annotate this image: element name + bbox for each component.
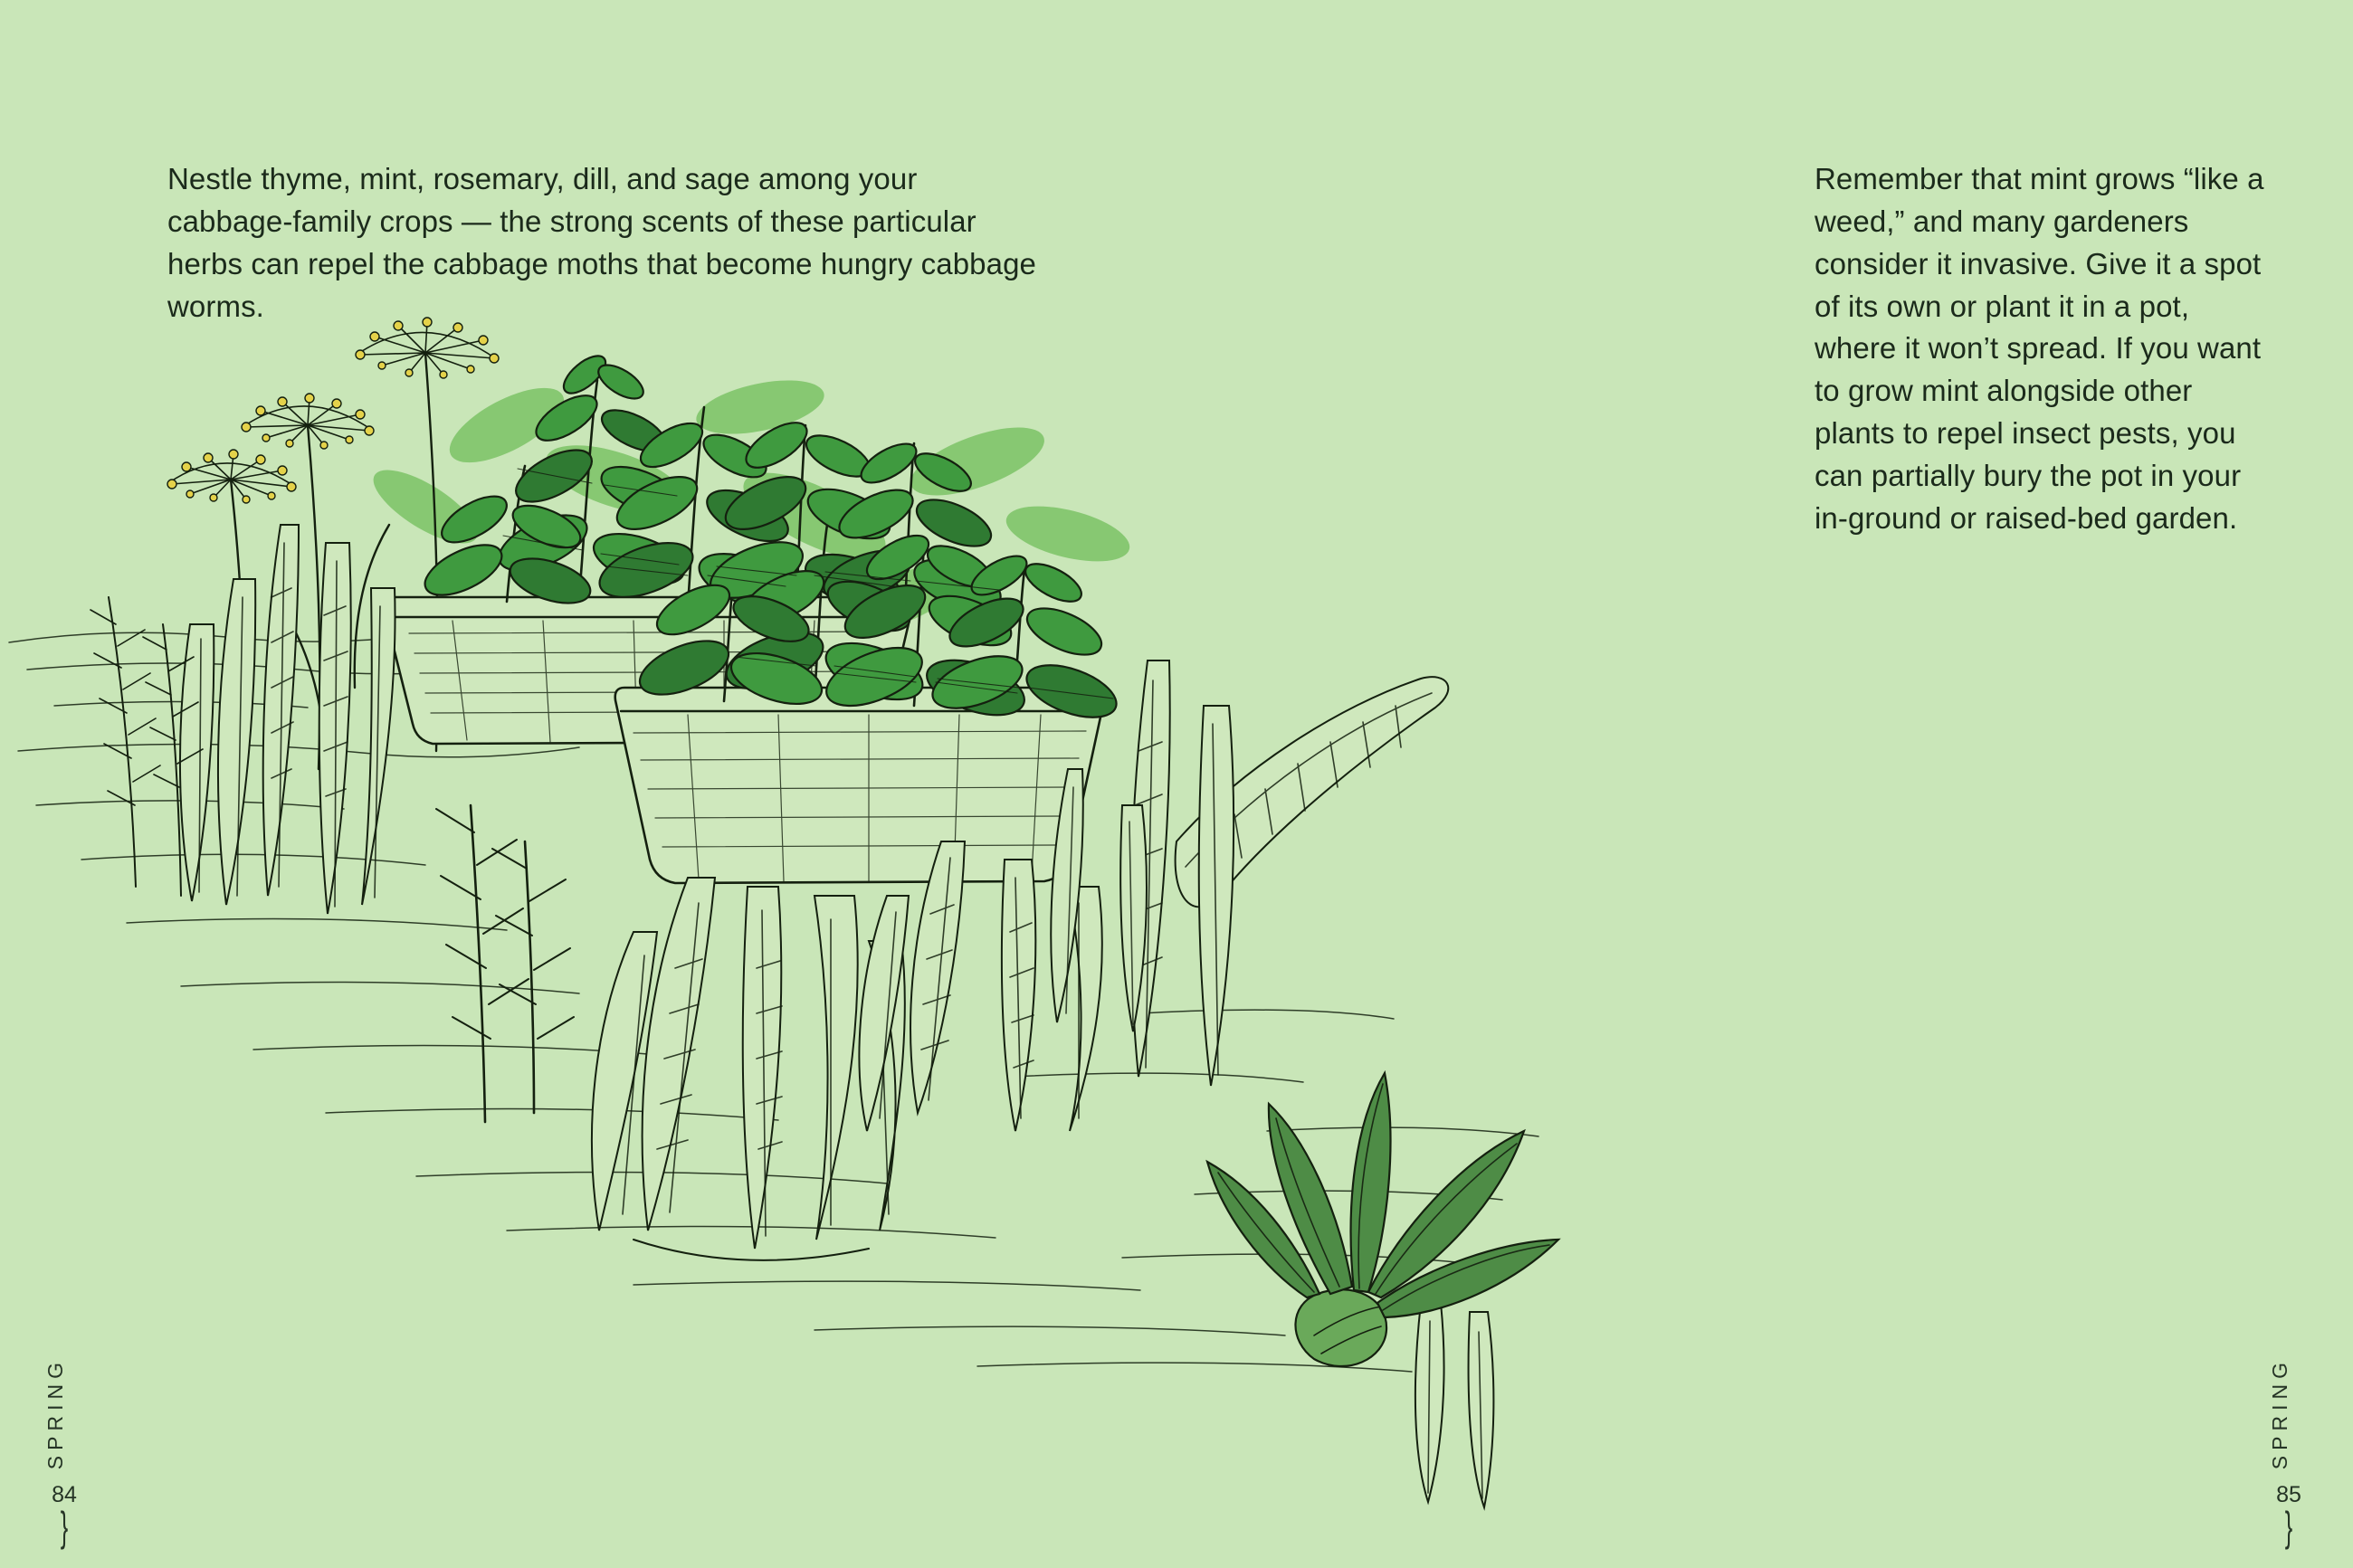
seedling-small (1415, 1303, 1494, 1507)
footer-section-label: SPRING (43, 1356, 67, 1469)
page-number: 84 (52, 1481, 77, 1507)
lettuce-rosette-center (592, 878, 905, 1260)
right-page-footer (2268, 1356, 2310, 1550)
left-paragraph: Nestle thyme, mint, rosemary, dill, and sage among your cabbage-family crops — the strong scents of these particular herbs can repel the cabbage moths that become hungry cabbage worms. (167, 162, 1036, 323)
page-number: 85 (2276, 1481, 2301, 1507)
dill-umbel (242, 394, 374, 449)
garden-illustration-svg (0, 299, 1991, 1565)
left-page-footer (43, 1356, 85, 1550)
kohlrabi-plant (1207, 1073, 1558, 1366)
herb-pot-front (615, 688, 1105, 883)
garden-illustration (0, 299, 1991, 1565)
right-paragraph: Remember that mint grows “like a weed,” and many gardeners consider it invasive. Give it a spot of its own or plant it in a pot, where it won’t spread. If you want to grow mint alongside other plants to repel insect pests, you can partially bury the pot in your in-ground or raised-bed garden. (1815, 162, 2264, 535)
brace-ornament: } (60, 1502, 69, 1550)
footer-section-label: SPRING (2268, 1356, 2291, 1469)
thyme-sprig (436, 805, 574, 1122)
brace-ornament: } (2284, 1502, 2293, 1550)
